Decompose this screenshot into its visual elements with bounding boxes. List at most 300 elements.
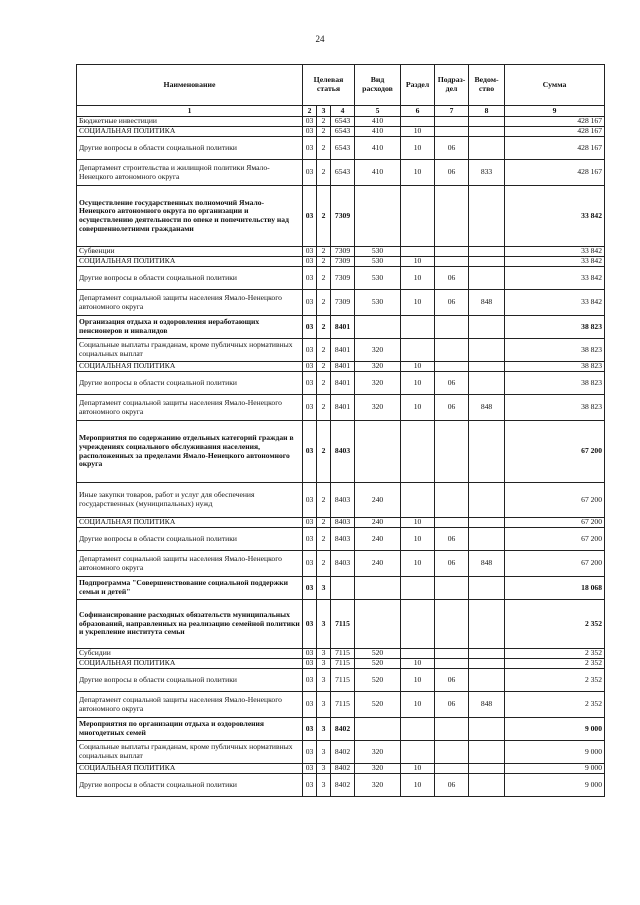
target-code-subprogram: 3	[317, 764, 331, 774]
subsection-cell	[435, 247, 469, 257]
target-code-item: 7309	[331, 290, 355, 316]
target-code-subprogram: 3	[317, 577, 331, 600]
row-name: Департамент строительства и жилищной политики Ямало-Ненецкого автономного округа	[77, 160, 303, 186]
section-cell: 10	[401, 290, 435, 316]
expense-type-cell: 240	[355, 551, 401, 577]
target-code-subprogram: 2	[317, 137, 331, 160]
subsection-cell	[435, 659, 469, 669]
target-code-program: 03	[303, 741, 317, 764]
page-number: 24	[315, 34, 325, 44]
sum-cell: 33 842	[505, 247, 605, 257]
row-name: Департамент социальной защиты населения Ямало-Ненецкого автономного округа	[77, 551, 303, 577]
target-code-item	[331, 577, 355, 600]
table-row	[77, 339, 605, 362]
row-name: СОЦИАЛЬНАЯ ПОЛИТИКА	[77, 127, 303, 137]
subsection-cell	[435, 186, 469, 247]
section-cell: 10	[401, 372, 435, 395]
section-cell: 10	[401, 160, 435, 186]
department-cell	[469, 659, 505, 669]
expense-type-cell: 240	[355, 518, 401, 528]
subsection-cell: 06	[435, 692, 469, 718]
sum-cell: 38 823	[505, 339, 605, 362]
sum-cell: 67 200	[505, 551, 605, 577]
row-name: Субвенции	[77, 247, 303, 257]
column-number: 8	[469, 106, 505, 117]
expense-type-cell: 320	[355, 372, 401, 395]
sum-cell: 428 167	[505, 127, 605, 137]
expense-type-cell: 520	[355, 692, 401, 718]
target-code-program: 03	[303, 421, 317, 483]
row-name: СОЦИАЛЬНАЯ ПОЛИТИКА	[77, 362, 303, 372]
table-row	[77, 692, 605, 718]
section-cell: 10	[401, 395, 435, 421]
target-code-program: 03	[303, 774, 317, 797]
section-cell: 10	[401, 669, 435, 692]
sum-cell: 33 842	[505, 257, 605, 267]
target-code-subprogram: 2	[317, 247, 331, 257]
target-code-item: 8402	[331, 774, 355, 797]
sum-cell: 38 823	[505, 362, 605, 372]
target-code-subprogram: 3	[317, 669, 331, 692]
section-cell: 10	[401, 692, 435, 718]
header-name: Наименование	[77, 65, 303, 106]
expense-type-cell: 320	[355, 339, 401, 362]
target-code-item: 8401	[331, 372, 355, 395]
department-cell: 848	[469, 692, 505, 718]
expense-type-cell: 320	[355, 741, 401, 764]
department-cell	[469, 649, 505, 659]
target-code-subprogram: 2	[317, 362, 331, 372]
sum-cell: 2 352	[505, 600, 605, 649]
target-code-item: 8401	[331, 395, 355, 421]
target-code-item: 8401	[331, 339, 355, 362]
target-code-item: 6543	[331, 117, 355, 127]
subsection-cell	[435, 577, 469, 600]
sum-cell: 2 352	[505, 692, 605, 718]
sum-cell: 33 842	[505, 267, 605, 290]
row-name: Бюджетные инвестиции	[77, 117, 303, 127]
subsection-cell	[435, 127, 469, 137]
header-expense-type: Вид расходов	[355, 65, 401, 106]
section-cell: 10	[401, 774, 435, 797]
department-cell	[469, 741, 505, 764]
subsection-cell	[435, 117, 469, 127]
target-code-subprogram: 2	[317, 257, 331, 267]
table-row	[77, 362, 605, 372]
section-cell: 10	[401, 362, 435, 372]
department-cell	[469, 257, 505, 267]
target-code-item: 6543	[331, 137, 355, 160]
subsection-cell	[435, 339, 469, 362]
target-code-program: 03	[303, 127, 317, 137]
expense-type-cell: 240	[355, 528, 401, 551]
target-code-item: 8403	[331, 483, 355, 518]
sum-cell: 38 823	[505, 395, 605, 421]
table-row	[77, 764, 605, 774]
target-code-subprogram: 2	[317, 267, 331, 290]
target-code-program: 03	[303, 267, 317, 290]
section-cell	[401, 483, 435, 518]
table-row	[77, 267, 605, 290]
target-code-subprogram: 3	[317, 692, 331, 718]
row-name: Департамент социальной защиты населения Ямало-Ненецкого автономного округа	[77, 290, 303, 316]
section-cell	[401, 421, 435, 483]
target-code-subprogram: 2	[317, 528, 331, 551]
target-code-subprogram: 3	[317, 649, 331, 659]
target-code-program: 03	[303, 518, 317, 528]
target-code-subprogram: 2	[317, 339, 331, 362]
subsection-cell: 06	[435, 290, 469, 316]
row-name: Осуществление государственных полномочий Ямало-Ненецкого автономного округа по организации и осуществлению деятельности по опеке и попечительству над совершеннолетними гражданами	[77, 186, 303, 247]
header-target-article: Целевая статья	[303, 65, 355, 106]
expense-type-cell	[355, 316, 401, 339]
subsection-cell: 06	[435, 137, 469, 160]
sum-cell: 2 352	[505, 669, 605, 692]
target-code-subprogram: 3	[317, 718, 331, 741]
target-code-item: 6543	[331, 127, 355, 137]
section-cell: 10	[401, 257, 435, 267]
row-name: Мероприятия по организации отдыха и оздоровления многодетных семей	[77, 718, 303, 741]
table-row	[77, 718, 605, 741]
subsection-cell: 06	[435, 669, 469, 692]
department-cell: 833	[469, 160, 505, 186]
target-code-program: 03	[303, 186, 317, 247]
target-code-program: 03	[303, 290, 317, 316]
target-code-program: 03	[303, 316, 317, 339]
department-cell	[469, 127, 505, 137]
subsection-cell: 06	[435, 160, 469, 186]
section-cell: 10	[401, 764, 435, 774]
sum-cell: 33 842	[505, 290, 605, 316]
sum-cell: 18 068	[505, 577, 605, 600]
subsection-cell	[435, 257, 469, 267]
table-row	[77, 186, 605, 247]
department-cell	[469, 362, 505, 372]
subsection-cell	[435, 316, 469, 339]
expense-type-cell: 530	[355, 257, 401, 267]
subsection-cell: 06	[435, 267, 469, 290]
table-row	[77, 600, 605, 649]
department-cell	[469, 577, 505, 600]
department-cell	[469, 137, 505, 160]
department-cell	[469, 117, 505, 127]
sum-cell: 9 000	[505, 774, 605, 797]
subsection-cell	[435, 718, 469, 741]
subsection-cell	[435, 421, 469, 483]
target-code-item: 8402	[331, 718, 355, 741]
sum-cell: 428 167	[505, 160, 605, 186]
section-cell	[401, 649, 435, 659]
target-code-item: 7115	[331, 659, 355, 669]
target-code-program: 03	[303, 483, 317, 518]
row-name: Социальные выплаты гражданам, кроме публичных нормативных социальных выплат	[77, 339, 303, 362]
expense-type-cell: 530	[355, 267, 401, 290]
target-code-program: 03	[303, 247, 317, 257]
table-row	[77, 137, 605, 160]
table-row	[77, 372, 605, 395]
row-name: Мероприятия по содержанию отдельных категорий граждан в учреждениях социального обслуживания населения, расположенных за пределами Ямало-Ненецкого автономного округа	[77, 421, 303, 483]
row-name: Социальные выплаты гражданам, кроме публичных нормативных социальных выплат	[77, 741, 303, 764]
table-row	[77, 528, 605, 551]
section-cell	[401, 247, 435, 257]
table-body	[77, 117, 605, 797]
expense-type-cell: 320	[355, 764, 401, 774]
table-row	[77, 160, 605, 186]
table-row	[77, 290, 605, 316]
header-sum: Сумма	[505, 65, 605, 106]
target-code-subprogram: 2	[317, 160, 331, 186]
target-code-subprogram: 2	[317, 117, 331, 127]
target-code-program: 03	[303, 764, 317, 774]
subsection-cell: 06	[435, 372, 469, 395]
expense-type-cell	[355, 600, 401, 649]
row-name: Другие вопросы в области социальной политики	[77, 267, 303, 290]
row-name: Иные закупки товаров, работ и услуг для обеспечения государственных (муниципальных) нужд	[77, 483, 303, 518]
row-name: Другие вопросы в области социальной политики	[77, 774, 303, 797]
table-row	[77, 316, 605, 339]
section-cell: 10	[401, 528, 435, 551]
target-code-program: 03	[303, 577, 317, 600]
expense-type-cell	[355, 718, 401, 741]
section-cell	[401, 600, 435, 649]
target-code-item: 7309	[331, 247, 355, 257]
column-number: 3	[317, 106, 331, 117]
row-name: Софинансирование расходных обязательств муниципальных образований, направленных на реализацию семейной политики и укрепление института семьи	[77, 600, 303, 649]
target-code-program: 03	[303, 718, 317, 741]
subsection-cell	[435, 518, 469, 528]
table-row	[77, 774, 605, 797]
target-code-item: 8403	[331, 528, 355, 551]
column-number: 1	[77, 106, 303, 117]
sum-cell: 2 352	[505, 659, 605, 669]
target-code-program: 03	[303, 339, 317, 362]
subsection-cell: 06	[435, 395, 469, 421]
sum-cell: 67 200	[505, 518, 605, 528]
target-code-item: 7115	[331, 649, 355, 659]
target-code-item: 8403	[331, 421, 355, 483]
department-cell: 848	[469, 551, 505, 577]
sum-cell: 67 200	[505, 421, 605, 483]
row-name: Департамент социальной защиты населения Ямало-Ненецкого автономного округа	[77, 692, 303, 718]
section-cell: 10	[401, 137, 435, 160]
row-name: Подпрограмма "Совершенствование социальной поддержки семьи и детей"	[77, 577, 303, 600]
target-code-subprogram: 2	[317, 127, 331, 137]
department-cell	[469, 186, 505, 247]
department-cell	[469, 518, 505, 528]
table-row	[77, 483, 605, 518]
target-code-item: 8401	[331, 362, 355, 372]
target-code-item: 7309	[331, 186, 355, 247]
target-code-item: 8402	[331, 764, 355, 774]
subsection-cell	[435, 362, 469, 372]
table-row	[77, 551, 605, 577]
expense-type-cell	[355, 186, 401, 247]
sum-cell: 38 823	[505, 372, 605, 395]
expense-type-cell: 320	[355, 774, 401, 797]
column-number-row	[77, 106, 605, 117]
section-cell: 10	[401, 267, 435, 290]
target-code-item: 7309	[331, 257, 355, 267]
target-code-item: 6543	[331, 160, 355, 186]
subsection-cell: 06	[435, 528, 469, 551]
column-number: 9	[505, 106, 605, 117]
target-code-item: 8402	[331, 741, 355, 764]
section-cell: 10	[401, 127, 435, 137]
department-cell: 848	[469, 395, 505, 421]
target-code-program: 03	[303, 600, 317, 649]
subsection-cell	[435, 741, 469, 764]
target-code-program: 03	[303, 528, 317, 551]
subsection-cell: 06	[435, 774, 469, 797]
target-code-subprogram: 2	[317, 290, 331, 316]
table-row	[77, 117, 605, 127]
header-subsection: Подраз-дел	[435, 65, 469, 106]
subsection-cell	[435, 483, 469, 518]
section-cell	[401, 316, 435, 339]
row-name: Другие вопросы в области социальной политики	[77, 669, 303, 692]
row-name: Другие вопросы в области социальной политики	[77, 372, 303, 395]
target-code-subprogram: 2	[317, 186, 331, 247]
table-row	[77, 247, 605, 257]
row-name: СОЦИАЛЬНАЯ ПОЛИТИКА	[77, 518, 303, 528]
column-number: 2	[303, 106, 317, 117]
target-code-subprogram: 3	[317, 600, 331, 649]
target-code-subprogram: 2	[317, 518, 331, 528]
column-number: 4	[331, 106, 355, 117]
section-cell	[401, 339, 435, 362]
expense-type-cell: 520	[355, 649, 401, 659]
target-code-program: 03	[303, 395, 317, 421]
target-code-subprogram: 2	[317, 551, 331, 577]
table-row	[77, 577, 605, 600]
target-code-program: 03	[303, 137, 317, 160]
department-cell	[469, 421, 505, 483]
target-code-subprogram: 2	[317, 483, 331, 518]
target-code-program: 03	[303, 669, 317, 692]
subsection-cell	[435, 649, 469, 659]
subsection-cell: 06	[435, 551, 469, 577]
target-code-program: 03	[303, 160, 317, 186]
department-cell	[469, 267, 505, 290]
column-number: 7	[435, 106, 469, 117]
target-code-item: 7115	[331, 600, 355, 649]
target-code-item: 7115	[331, 692, 355, 718]
target-code-program: 03	[303, 117, 317, 127]
section-cell	[401, 718, 435, 741]
budget-table	[76, 64, 605, 797]
row-name: Другие вопросы в области социальной политики	[77, 137, 303, 160]
expense-type-cell: 320	[355, 362, 401, 372]
section-cell: 10	[401, 551, 435, 577]
department-cell	[469, 764, 505, 774]
section-cell: 10	[401, 659, 435, 669]
expense-type-cell: 410	[355, 127, 401, 137]
row-name: СОЦИАЛЬНАЯ ПОЛИТИКА	[77, 764, 303, 774]
target-code-subprogram: 2	[317, 421, 331, 483]
sum-cell: 67 200	[505, 528, 605, 551]
table-row	[77, 518, 605, 528]
expense-type-cell	[355, 421, 401, 483]
target-code-subprogram: 2	[317, 372, 331, 395]
target-code-item: 8403	[331, 551, 355, 577]
row-name: Субсидии	[77, 649, 303, 659]
table-header	[77, 65, 605, 117]
department-cell: 848	[469, 290, 505, 316]
target-code-item: 7309	[331, 267, 355, 290]
sum-cell: 2 352	[505, 649, 605, 659]
expense-type-cell	[355, 577, 401, 600]
target-code-item: 8403	[331, 518, 355, 528]
expense-type-cell: 240	[355, 483, 401, 518]
sum-cell: 38 823	[505, 316, 605, 339]
table-row	[77, 741, 605, 764]
section-cell	[401, 117, 435, 127]
target-code-subprogram: 2	[317, 395, 331, 421]
column-number: 5	[355, 106, 401, 117]
target-code-program: 03	[303, 372, 317, 395]
table-row	[77, 659, 605, 669]
sum-cell: 9 000	[505, 764, 605, 774]
sum-cell: 428 167	[505, 137, 605, 160]
department-cell	[469, 372, 505, 395]
sum-cell: 33 842	[505, 186, 605, 247]
target-code-subprogram: 2	[317, 316, 331, 339]
subsection-cell	[435, 600, 469, 649]
department-cell	[469, 600, 505, 649]
target-code-program: 03	[303, 692, 317, 718]
table-row	[77, 257, 605, 267]
expense-type-cell: 530	[355, 290, 401, 316]
target-code-program: 03	[303, 551, 317, 577]
department-cell	[469, 339, 505, 362]
expense-type-cell: 520	[355, 659, 401, 669]
sum-cell: 428 167	[505, 117, 605, 127]
section-cell	[401, 577, 435, 600]
expense-type-cell: 410	[355, 117, 401, 127]
sum-cell: 9 000	[505, 718, 605, 741]
subsection-cell	[435, 764, 469, 774]
table-row	[77, 127, 605, 137]
target-code-program: 03	[303, 649, 317, 659]
expense-type-cell: 410	[355, 137, 401, 160]
target-code-program: 03	[303, 362, 317, 372]
row-name: Департамент социальной защиты населения Ямало-Ненецкого автономного округа	[77, 395, 303, 421]
department-cell	[469, 247, 505, 257]
row-name: Другие вопросы в области социальной политики	[77, 528, 303, 551]
department-cell	[469, 718, 505, 741]
target-code-program: 03	[303, 659, 317, 669]
table-row	[77, 649, 605, 659]
expense-type-cell: 410	[355, 160, 401, 186]
target-code-item: 7115	[331, 669, 355, 692]
department-cell	[469, 669, 505, 692]
table-row	[77, 669, 605, 692]
expense-type-cell: 530	[355, 247, 401, 257]
target-code-program: 03	[303, 257, 317, 267]
header-department: Ведом-ство	[469, 65, 505, 106]
row-name: Организация отдыха и оздоровления неработающих пенсионеров и инвалидов	[77, 316, 303, 339]
sum-cell: 9 000	[505, 741, 605, 764]
row-name: СОЦИАЛЬНАЯ ПОЛИТИКА	[77, 659, 303, 669]
target-code-subprogram: 3	[317, 659, 331, 669]
expense-type-cell: 320	[355, 395, 401, 421]
table-row	[77, 395, 605, 421]
target-code-subprogram: 3	[317, 741, 331, 764]
header-section: Раздел	[401, 65, 435, 106]
target-code-item: 8401	[331, 316, 355, 339]
target-code-subprogram: 3	[317, 774, 331, 797]
sum-cell: 67 200	[505, 483, 605, 518]
